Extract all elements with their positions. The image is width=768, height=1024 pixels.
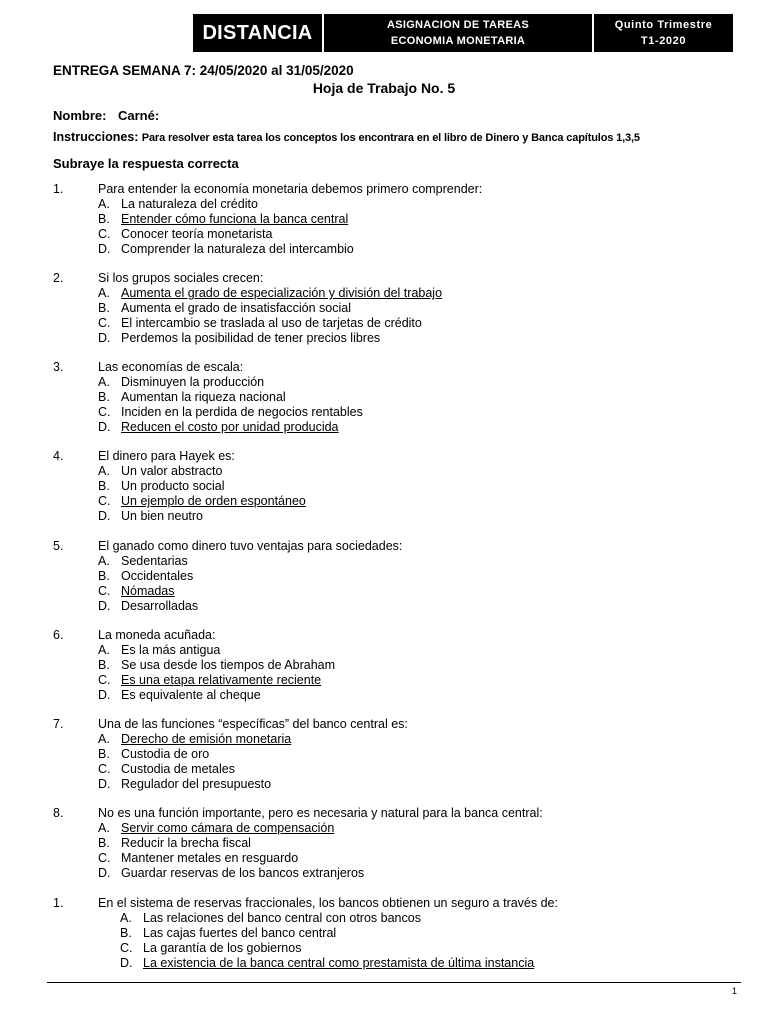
option-text: Conocer teoría monetarista	[121, 227, 273, 241]
option-text: Las cajas fuertes del banco central	[143, 926, 337, 940]
header-trimestre-line2: T1-2020	[640, 35, 687, 47]
option-text: Disminuyen la producción	[121, 375, 265, 389]
question-number: 1.	[53, 182, 64, 196]
option-text-correct: Entender cómo funciona la banca central	[121, 212, 349, 226]
option-letter: B.	[98, 658, 110, 672]
option-text-correct: Es una etapa relativamente reciente	[121, 673, 322, 687]
option-text: Comprender la naturaleza del intercambio	[121, 242, 354, 256]
question-text: En el sistema de reservas fraccionales, los bancos obtienen un seguro a través de:	[98, 896, 558, 910]
option-text: Guardar reservas de los bancos extranjeros	[121, 866, 365, 880]
option-letter: C.	[98, 494, 111, 508]
option-text: Inciden en la perdida de negocios rentables	[121, 405, 363, 419]
question-text: El ganado como dinero tuvo ventajas para sociedades:	[98, 539, 403, 553]
option-letter: B.	[98, 569, 110, 583]
question-number: 8.	[53, 806, 64, 820]
option-letter: D.	[98, 509, 111, 523]
option-text-correct: Derecho de emisión monetaria	[121, 732, 292, 746]
option-letter: B.	[98, 836, 110, 850]
option-letter: B.	[120, 926, 132, 940]
question-number: 6.	[53, 628, 64, 642]
option-letter: B.	[98, 301, 110, 315]
option-text-correct: La existencia de la banca central como prestamista de última instancia	[143, 956, 535, 970]
option-text-correct: Aumenta el grado de especialización y división del trabajo	[121, 286, 443, 300]
question-number: 1.	[53, 896, 64, 910]
question-text: Si los grupos sociales crecen:	[98, 271, 264, 285]
instructions	[53, 130, 640, 144]
option-text: Aumentan la riqueza nacional	[121, 390, 286, 404]
option-letter: D.	[120, 956, 133, 970]
option-letter: D.	[98, 331, 111, 345]
option-letter: A.	[98, 464, 110, 478]
question-text: Una de las funciones “específicas” del banco central es:	[98, 717, 408, 731]
option-letter: A.	[98, 821, 110, 835]
option-text: Custodia de oro	[121, 747, 210, 761]
instructions-label: Instrucciones:	[53, 130, 139, 144]
question-text: Para entender la economía monetaria debemos primero comprender:	[98, 182, 483, 196]
option-letter: C.	[98, 405, 111, 419]
header-asignacion-line1: ASIGNACION DE TAREAS	[386, 19, 530, 31]
header-bar	[193, 14, 733, 52]
header-asignacion-line2: ECONOMIA MONETARIA	[390, 35, 526, 47]
option-letter: A.	[98, 554, 110, 568]
option-letter: A.	[98, 197, 110, 211]
option-text: Regulador del presupuesto	[121, 777, 272, 791]
option-letter: A.	[120, 911, 132, 925]
question-number: 5.	[53, 539, 64, 553]
question-text: El dinero para Hayek es:	[98, 449, 235, 463]
carne-label: Carné:	[118, 108, 160, 123]
header-distancia	[193, 14, 322, 52]
option-letter: C.	[98, 584, 111, 598]
option-letter: C.	[98, 673, 111, 687]
entrega-line: ENTREGA SEMANA 7: 24/05/2020 al 31/05/2020	[53, 63, 354, 78]
option-letter: B.	[98, 390, 110, 404]
option-letter: C.	[120, 941, 133, 955]
header-asignacion	[324, 14, 592, 52]
header-trimestre-line1: Quinto Trimestre	[614, 19, 713, 31]
nombre-label: Nombre:	[53, 108, 107, 123]
option-text: Un producto social	[121, 479, 225, 493]
option-letter: D.	[98, 777, 111, 791]
option-letter: C.	[98, 227, 111, 241]
option-letter: C.	[98, 316, 111, 330]
option-letter: A.	[98, 286, 110, 300]
option-text: Sedentarias	[121, 554, 188, 568]
question-text: No es una función importante, pero es necesaria y natural para la banca central:	[98, 806, 543, 820]
option-letter: D.	[98, 866, 111, 880]
page-title: Hoja de Trabajo No. 5	[312, 80, 456, 96]
option-text: Es equivalente al cheque	[121, 688, 261, 702]
option-letter: D.	[98, 420, 111, 434]
option-text: Un bien neutro	[121, 509, 204, 523]
option-text: Un valor abstracto	[121, 464, 223, 478]
option-text: Las relaciones del banco central con otros bancos	[143, 911, 421, 925]
option-text: Custodia de metales	[121, 762, 235, 776]
option-letter: B.	[98, 212, 110, 226]
option-letter: C.	[98, 762, 111, 776]
question-number: 2.	[53, 271, 64, 285]
option-text-correct: Servir como cámara de compensación	[121, 821, 335, 835]
option-letter: C.	[98, 851, 111, 865]
question-number: 4.	[53, 449, 64, 463]
option-text: Desarrolladas	[121, 599, 199, 613]
option-letter: A.	[98, 375, 110, 389]
option-letter: A.	[98, 643, 110, 657]
option-text: Se usa desde los tiempos de Abraham	[121, 658, 336, 672]
footer-divider	[47, 982, 741, 983]
option-text: El intercambio se traslada al uso de tarjetas de crédito	[121, 316, 422, 330]
instructions-text: Para resolver esta tarea los conceptos los encontrara en el libro de Dinero y Banca capítulos 1,3,5	[141, 132, 640, 144]
page-number: 1	[732, 986, 738, 996]
option-letter: B.	[98, 479, 110, 493]
option-letter: D.	[98, 242, 111, 256]
option-text: La naturaleza del crédito	[121, 197, 258, 211]
option-text-correct: Nómadas	[121, 584, 175, 598]
question-text: Las economías de escala:	[98, 360, 244, 374]
option-letter: A.	[98, 732, 110, 746]
header-distancia-text: DISTANCIA	[202, 21, 313, 44]
question-number: 3.	[53, 360, 64, 374]
option-letter: B.	[98, 747, 110, 761]
option-letter: D.	[98, 688, 111, 702]
option-text: Occidentales	[121, 569, 194, 583]
subraye-heading: Subraye la respuesta correcta	[53, 156, 239, 171]
option-text-correct: Un ejemplo de orden espontáneo	[121, 494, 306, 508]
option-text: La garantía de los gobiernos	[143, 941, 302, 955]
option-text: Mantener metales en resguardo	[121, 851, 299, 865]
option-text: Reducir la brecha fiscal	[121, 836, 251, 850]
option-text: Perdemos la posibilidad de tener precios libres	[121, 331, 381, 345]
option-text-correct: Reducen el costo por unidad producida	[121, 420, 339, 434]
question-text: La moneda acuñada:	[98, 628, 216, 642]
option-text: Es la más antigua	[121, 643, 221, 657]
question-number: 7.	[53, 717, 64, 731]
option-letter: D.	[98, 599, 111, 613]
option-text: Aumenta el grado de insatisfacción social	[121, 301, 351, 315]
header-trimestre	[594, 14, 733, 52]
